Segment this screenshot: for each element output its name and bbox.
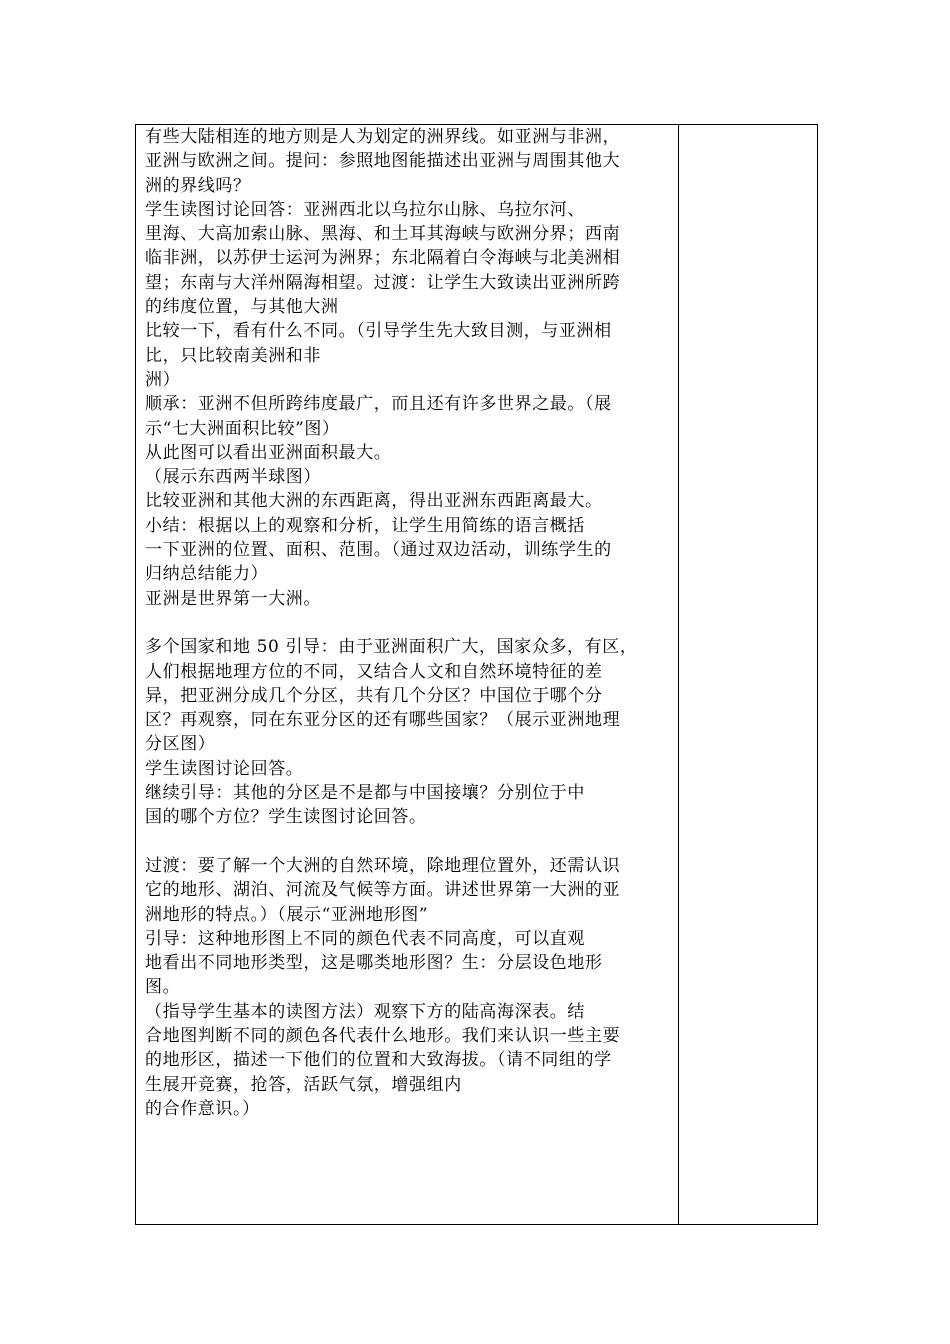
notes-cell	[679, 125, 817, 1224]
lesson-content-cell	[136, 125, 679, 1224]
text-line: 示“七大洲面积比较”图）	[145, 418, 340, 439]
text-line: 学生读图讨论回答。	[145, 758, 304, 779]
text-line: 多个国家和地 50 引导：由于亚洲面积广大，国家众多，有区，	[145, 637, 638, 658]
text-line: 它的地形、湖泊、河流及气候等方面。讲述世界第一大洲的亚	[145, 880, 621, 901]
text-line: 临非洲，以苏伊士运河为洲界；东北隔着白令海峡与北美洲相	[145, 248, 621, 269]
text-line: 学生读图讨论回答：亚洲西北以乌拉尔山脉、乌拉尔河、	[145, 199, 585, 220]
text-line: 图。	[145, 977, 181, 998]
text-line: 洲地形的特点。）（展示“亚洲地形图”	[145, 904, 429, 925]
text-line: 亚洲与欧洲之间。提问：参照地图能描述出亚洲与周围其他大	[145, 151, 621, 172]
text-line: （指导学生基本的读图方法）观察下方的陆高海深表。结	[145, 1001, 585, 1022]
text-line: 的地形区，描述一下他们的位置和大致海拔。（请不同组的学	[145, 1050, 612, 1071]
text-line: 的合作意识。）	[145, 1098, 260, 1119]
text-line: 的纬度位置，与其他大洲	[145, 297, 339, 318]
text-line: 过渡：要了解一个大洲的自然环境，除地理位置外，还需认识	[145, 855, 621, 876]
text-line: 继续引导：其他的分区是不是都与中国接壤？分别位于中	[145, 783, 585, 804]
text-line: 有些大陆相连的地方则是人为划定的洲界线。如亚洲与非洲，	[145, 127, 621, 147]
text-line: 生展开竞赛，抢答，活跃气氛，增强组内	[145, 1074, 462, 1095]
text-line: 引导：这种地形图上不同的颜色代表不同高度，可以直观	[145, 928, 585, 949]
text-line: 比较亚洲和其他大洲的东西距离，得出亚洲东西距离最大。	[145, 491, 603, 512]
text-line: 亚洲是世界第一大洲。	[145, 588, 321, 609]
text-line	[145, 830, 678, 854]
text-line: 分区图）	[145, 734, 216, 755]
text-line: 洲的界线吗？	[145, 175, 251, 196]
text-line: 比，只比较南美洲和非	[145, 345, 321, 366]
text-line: 合地图判断不同的颜色各代表什么地形。我们来认识一些主要	[145, 1025, 621, 1046]
text-line: 从此图可以看出亚洲面积最大。	[145, 442, 392, 463]
lesson-table	[135, 124, 818, 1225]
text-line	[145, 611, 678, 635]
text-line: 异，把亚洲分成几个分区，共有几个分区？中国位于哪个分	[145, 685, 603, 706]
text-line: 小结：根据以上的观察和分析，让学生用简练的语言概括	[145, 515, 585, 536]
text-line: 一下亚洲的位置、面积、范围。（通过双边活动，训练学生的	[145, 540, 612, 561]
text-line: 望；东南与大洋州隔海相望。过渡：让学生大致读出亚洲所跨	[145, 272, 621, 293]
text-line: （展示东西两半球图）	[145, 467, 321, 488]
text-line: 比较一下，看有什么不同。（引导学生先大致目测，与亚洲相	[145, 321, 612, 342]
text-line: 区？再观察，同在东亚分区的还有哪些国家？（展示亚洲地理	[145, 710, 621, 731]
text-line: 里海、大高加索山脉、黑海、和土耳其海峡与欧洲分界；西南	[145, 224, 621, 245]
text-line: 顺承：亚洲不但所跨纬度最广，而且还有许多世界之最。（展	[145, 394, 612, 415]
text-line: 归纳总结能力）	[145, 564, 269, 585]
text-line: 人们根据地理方位的不同，又结合人文和自然环境特征的差	[145, 661, 603, 682]
text-line: 国的哪个方位？学生读图讨论回答。	[145, 807, 427, 828]
text-line: 洲）	[145, 369, 181, 390]
text-line: 地看出不同地形类型，这是哪类地形图？生：分层设色地形	[145, 953, 603, 974]
